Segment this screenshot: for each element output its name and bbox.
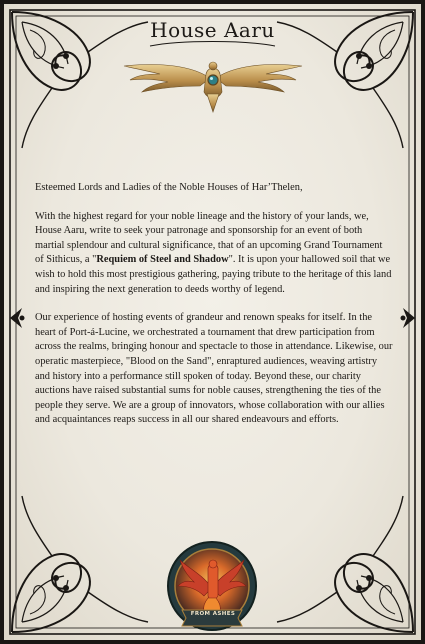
event-name: Requiem of Steel and Shadow <box>96 254 229 266</box>
letter-body <box>35 181 393 442</box>
paragraph-2: Our experience of hosting events of grandeur and renown speaks for itself. In the heart of Port-á-Lucine, we orchestrated a tournament that drew participation from across the realms, bringing honour and spectacle to those in attendance. Likewise, our operatic masterpiece, "Blood on the Sand", enraptured audiences, weaving artistry and history into a performance still spoken of today. Beyond these, our charity auctions have raised substantial sums for noble causes, strengthening the ties of the people they serve. We are a group of innovators, whose collaboration with our allies and acquaintances reaps success in all our shared endeavours and efforts. <box>35 312 393 426</box>
phoenix-seal-icon <box>164 538 260 638</box>
house-title: House Aaru <box>150 18 275 42</box>
seal-motto: FROM ASHES <box>190 611 236 617</box>
paragraph-1-text-a: With the highest regard for your noble lineage and the history of your lands, we, House Aaru, write to seek your patronage and sponsorship for an event of both martial splendour and cultural significance, that of an upcoming Grand Tournament of Sithicus, a " <box>35 210 383 266</box>
paragraph-1-text-b: ". It is upon your hallowed soil that we wish to hold this most prestigious gathering, paying tribute to the heritage of this land and inspiring the next generation to deeds worthy of legend. <box>35 254 392 295</box>
paragraph-1 <box>35 210 393 298</box>
salutation: Esteemed Lords and Ladies of the Noble Houses of Har’Thelen, <box>35 182 303 193</box>
winged-eagle-icon <box>122 52 304 114</box>
